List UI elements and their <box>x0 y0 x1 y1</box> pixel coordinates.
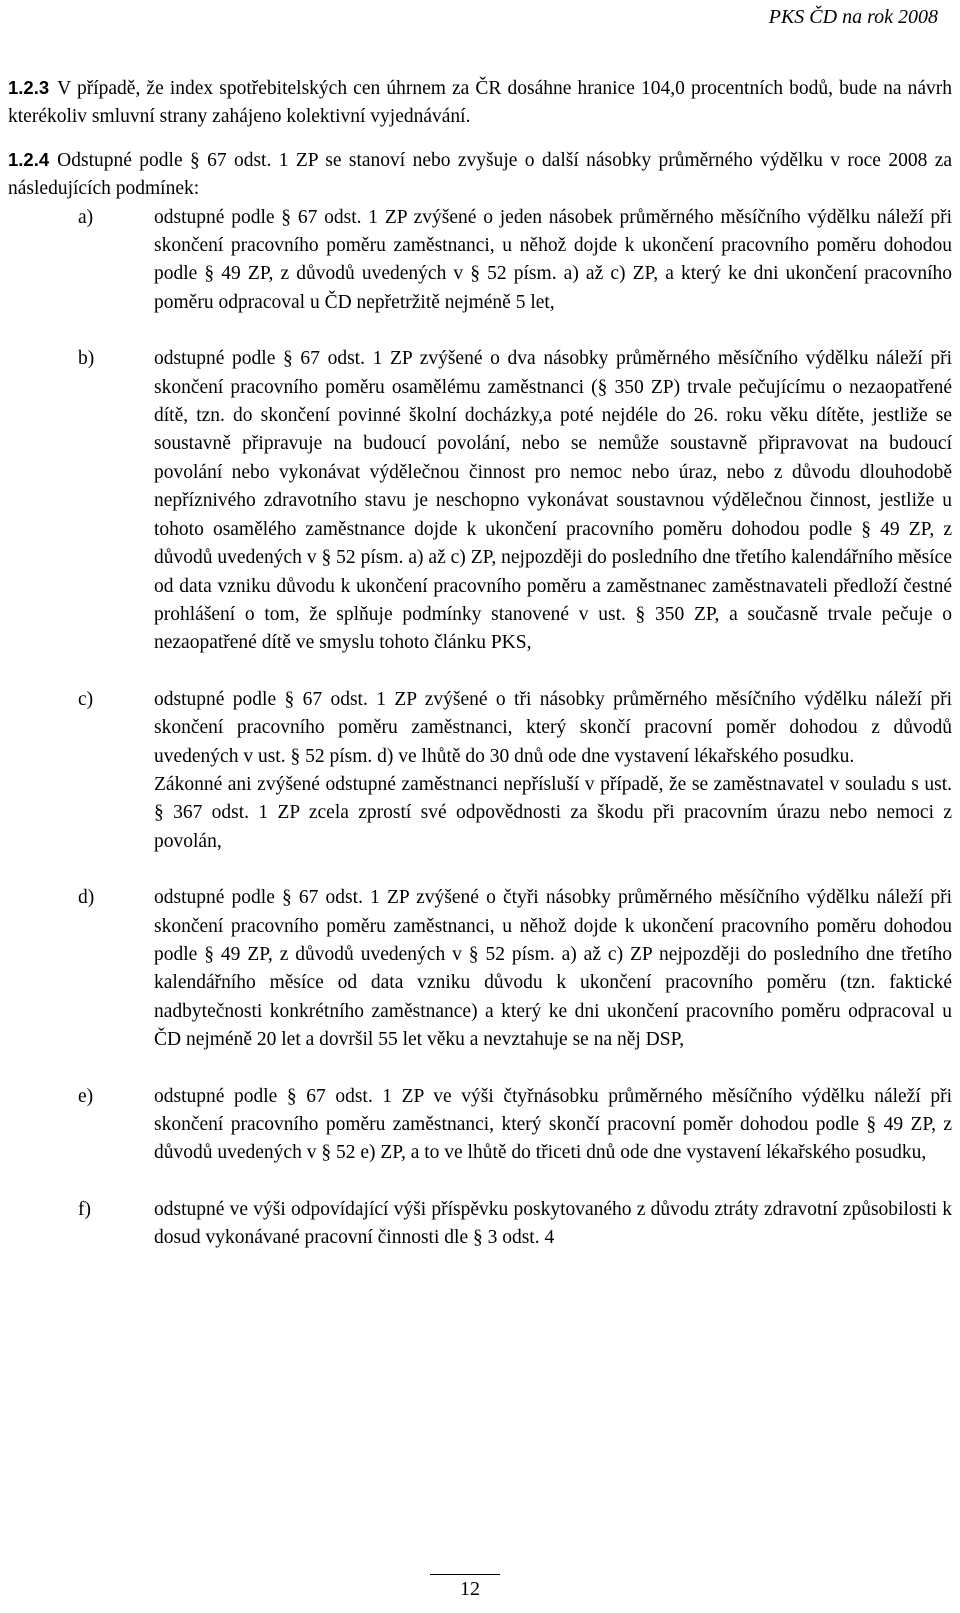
section-1-2-4 <box>8 146 952 204</box>
list-item-letter: e) <box>78 1085 94 1107</box>
list-item-text: odstupné podle § 67 odst. 1 ZP ve výši čtyřnásobku průměrného měsíčního výdělku náleží při skončení pracovního poměru zaměstnanci, který skončí pracovní poměr dohodou podle § 49 ZP, z důvodů uvedených v § 52 e) ZP, a to ve lhůtě do třiceti dnů ode dne vystavení lékařského posudku, <box>154 1085 952 1164</box>
running-header: PKS ČD na rok 2008 <box>768 6 938 28</box>
list-item-letter: c) <box>78 688 94 710</box>
list-item-letter: b) <box>78 348 95 370</box>
list-item-f <box>8 1196 952 1253</box>
list-item-d <box>8 884 952 1054</box>
section-text: V případě, že index spotřebitelských cen úhrnem za ČR dosáhne hranice 104,0 procentních bodů, bude na návrh kterékoliv smluvní strany zahájeno kolektivní vyjednávání. <box>8 78 952 128</box>
list-item-c <box>8 686 952 856</box>
list-item-b <box>8 345 952 657</box>
list-item-text: odstupné podle § 67 odst. 1 ZP zvýšené o čtyři násobky průměrného měsíčního výdělku náleží při skončení pracovního poměru zaměstnanci, u něhož dojde k ukončení pracovního poměru dohodou podle § 49 ZP, z důvodů uvedených v § 52 písm. a) až c) ZP nejpozději do posledního dne třetího kalendářního měsíce od data vzniku důvodu k ukončení pracovního poměru (tzn. faktické nadbytečnosti konkrétního zaměstnance) a který ke dni ukončení pracovního poměru odpracoval u ČD nejméně 20 let a dovršil 55 let věku a nevztahuje se na něj DSP, <box>154 887 952 1051</box>
section-number: 1.2.4 <box>8 148 50 170</box>
list-item-letter: d) <box>78 887 95 909</box>
list-item-letter: a) <box>78 206 94 228</box>
list-item-text: odstupné podle § 67 odst. 1 ZP zvýšené o jeden násobek průměrného měsíčního výdělku náleží při skončení pracovního poměru zaměstnanci, u něhož dojde k ukončení pracovního poměru dohodou podle § 49 ZP, z důvodů uvedených v § 52 písm. a) až c) ZP, a který ke dni ukončení pracovního poměru odpracoval u ČD nepřetržitě nejméně 5 let, <box>154 206 952 313</box>
section-number: 1.2.3 <box>8 77 50 98</box>
list-item-a <box>8 204 952 318</box>
list-item-text: odstupné podle § 67 odst. 1 ZP zvýšené o dva násobky průměrného měsíčního výdělku náleží při skončení pracovního poměru osamělému zaměstnanci (§ 350 ZP) trvale pečujícímu o nezaopatřené dítě, tzn. do skončení povinné školní docházky,a poté nejdéle do 26. roku věku dítěte, jestliže se soustavně připravuje na budoucí povolání, nebo se nemůže soustavně připravovat na budoucí povolání nebo vykonávat výdělečnou činnost pro nemoc nebo úraz, nebo z důvodu dlouhodobě nepříznivého zdravotního stavu je neschopno vykonávat soustavnou výdělečnou činnost, jestliže u tohoto osamělého zaměstnance dojde k ukončení pracovního poměru dohodou podle § 49 ZP, z důvodů uvedených v § 52 písm. a) až c) ZP, nejpozději do posledního dne třetího kalendářního měsíce od data vzniku důvodu k ukončení pracovního poměru a zaměstnanec zaměstnavateli předloží čestné prohlášení o tom, že splňuje podmínky stanovené v ust. § 350 ZP, a současně trvale pečuje o nezaopatřené dítě ve smyslu tohoto článku PKS, <box>154 348 952 654</box>
section-text: Odstupné podle § 67 odst. 1 ZP se stanoví nebo zvyšuje o další násobky průměrného výdělku v roce 2008 za následujících podmínek: <box>8 149 952 200</box>
list-item-text: odstupné ve výši odpovídající výši příspěvku poskytovaného z důvodu ztráty zdravotní způsobilosti k dosud vykonávané pracovní činnosti dle § 3 odst. 4 <box>154 1198 952 1249</box>
severance-conditions-list <box>8 204 952 1253</box>
page-number: 12 <box>460 1578 480 1600</box>
list-item-text: odstupné podle § 67 odst. 1 ZP zvýšené o tři násobky průměrného měsíčního výdělku náleží při skončení pracovního poměru zaměstnanci, který skončí pracovní poměr dohodou z důvodů uvedených v ust. § 52 písm. d) ve lhůtě do 30 dnů ode dne vystavení lékařského posudku. <box>154 688 952 767</box>
section-1-2-3 <box>8 74 952 132</box>
list-item-letter: f) <box>78 1198 91 1220</box>
document-body <box>8 74 952 1253</box>
list-item-note: Zákonné ani zvýšené odstupné zaměstnanci nepřísluší v případě, že se zaměstnavatel v souladu s ust. § 367 odst. 1 ZP zcela zprostí své odpovědnosti za škodu při pracovním úrazu nebo nemoci z povolán, <box>154 773 952 852</box>
footer-divider <box>430 1574 500 1575</box>
list-item-e <box>8 1083 952 1168</box>
